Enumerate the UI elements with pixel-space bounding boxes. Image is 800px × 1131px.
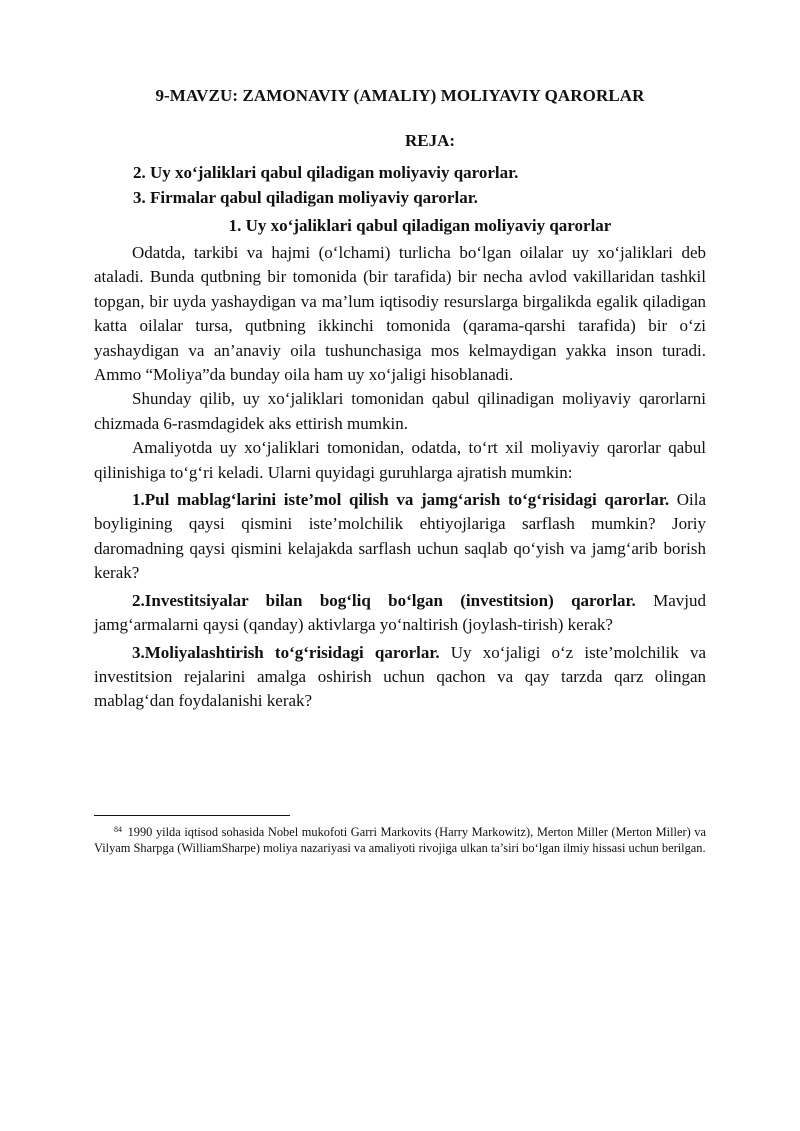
list-item-bold: 2.Investitsiyalar bilan bog‘liq bo‘lgan (investitsion) qarorlar.: [132, 590, 636, 610]
plan-heading: REJA:: [404, 131, 456, 150]
footnote-separator: [94, 815, 290, 816]
list-item-financing: [94, 641, 706, 714]
list-item-investment: [94, 589, 706, 638]
document-title: 9-MAVZU: ZAMONAVIY (AMALIY) MOLIYAVIY QARORLAR: [155, 86, 645, 105]
list-item-text: Uy xo‘jaligi o‘z iste’molchilik va investitsion rejalarini amalga oshirish uchun qachon va qay tarzda qarz olingan mablag‘dan foydalanishi kerak?: [94, 642, 706, 711]
section-heading: 1. Uy xo‘jaliklari qabul qiladigan moliyaviy qarorlar: [228, 216, 612, 235]
plan-item-3: 3. Firmalar qabul qiladigan moliyaviy qarorlar.: [133, 188, 478, 207]
list-item-bold: 1.Pul mablag‘larini iste’mol qilish va jamg‘arish to‘g‘risidagi qarorlar.: [132, 490, 670, 510]
footnote: [94, 822, 706, 856]
footnote-number: 84: [114, 825, 122, 834]
paragraph-decision-types: Amaliyotda uy xo‘jaliklari tomonidan, odatda, to‘rt xil moliyaviy qarorlar qabul qilinishiga to‘g‘ri keladi. Ularni quyidagi guruhlarga ajratish mumkin:: [94, 438, 706, 482]
paragraph-households: Odatda, tarkibi va hajmi (o‘lchami) turlicha bo‘lgan oilalar uy xo‘jaliklari deb ataladi. Bunda qutbning bir tomonida (bir tarafida) bir necha avlod vakillaridan tashkil topgan, bir uyda yashaydigan va ma’lum iqtisodiy resurslarga birgalikda egalik qiladigan katta oilalar tursa, qutbning ikkinchi tomonida (qarama-qarshi tarafida) bir o‘zi yashaydigan va an’anaviy oila tushunchasiga mos kelmaydigan yakka inson turadi. Ammo “Moliya”da bunday oila ham uy xo‘jaligi hisoblanadi.: [94, 243, 706, 385]
list-item-text: Mavjud jamg‘armalarni qaysi (qanday) aktivlarga yo‘naltirish (joylash-tirish) kerak?: [94, 590, 706, 635]
plan-item-2: 2. Uy xo‘jaliklari qabul qiladigan moliyaviy qarorlar.: [133, 163, 519, 182]
document-page: [94, 86, 706, 714]
list-item-consumption: [94, 488, 706, 586]
list-item-text: Oila boyligining qaysi qismini iste’molchilik ehtiyojlariga sarflash mumkin? Joriy daromadning qaysi qismini kelajakda sarflash uchun saqlab qo‘yish va jamg‘arib borish kerak?: [94, 490, 706, 583]
list-item-bold: 3.Moliyalashtirish to‘g‘risidagi qarorlar.: [132, 642, 440, 662]
footnote-text: 1990 yilda iqtisod sohasida Nobel mukofoti Garri Markovits (Harry Markowitz), Merton Miller (Merton Miller) va Vilyam Sharpga (WilliamSharpe) moliya nazariyasi va amaliyoti rivojiga ulkan ta’siri bo‘lgan ilmiy hissasi uchun berilgan.: [94, 825, 706, 855]
paragraph-scheme: Shunday qilib, uy xo‘jaliklari tomonidan qabul qilinadigan moliyaviy qarorlarni chizmada 6-rasmdagidek aks ettirish mumkin.: [94, 389, 706, 433]
